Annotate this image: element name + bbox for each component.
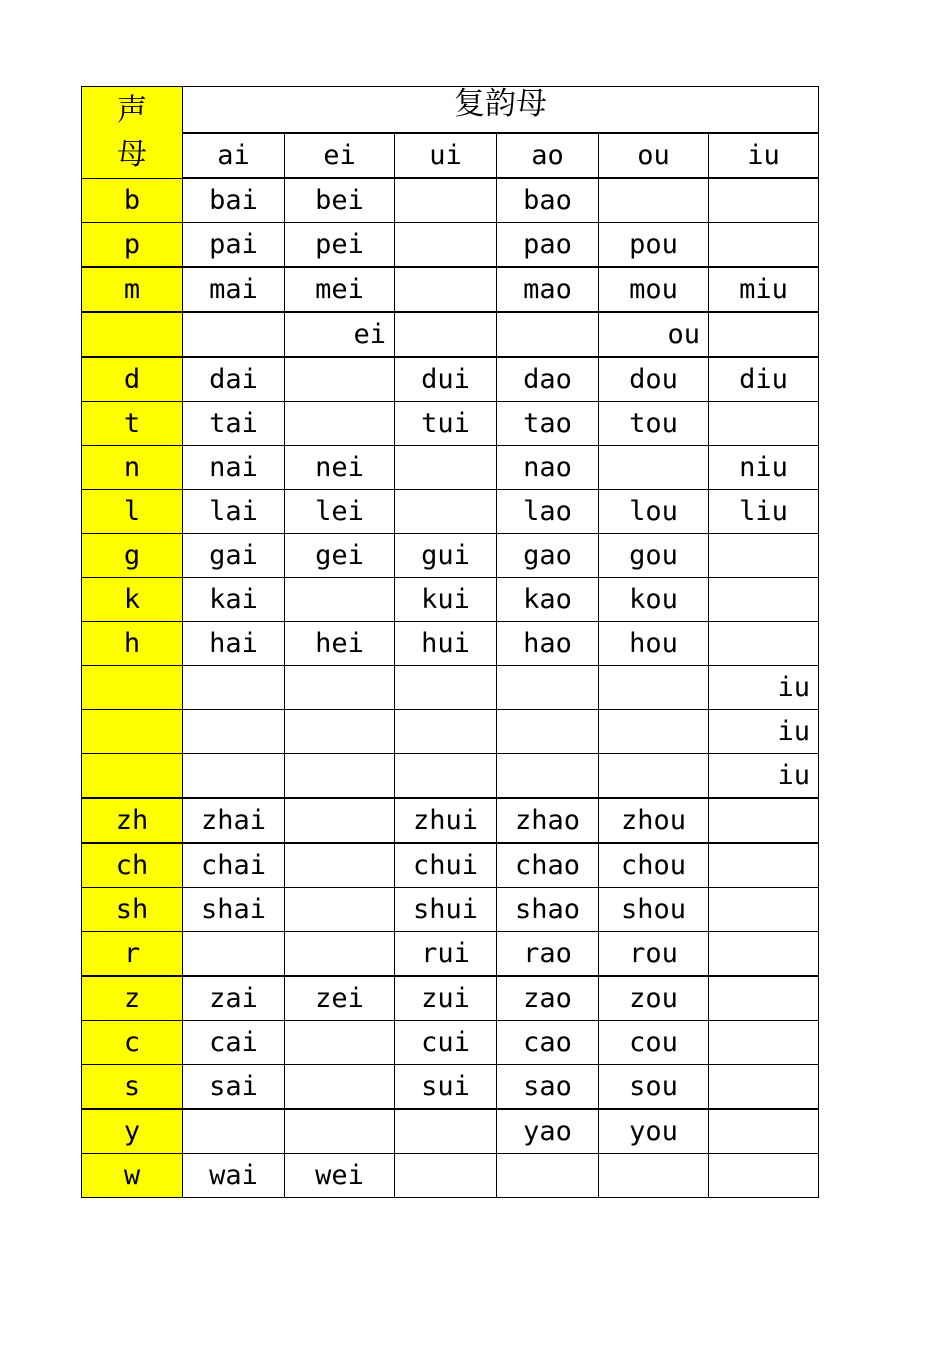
syllable-cell bbox=[709, 843, 819, 888]
syllable-cell bbox=[395, 666, 497, 710]
syllable-cell: rou bbox=[599, 932, 709, 977]
initial-cell: d bbox=[82, 357, 183, 402]
syllable-cell bbox=[709, 1065, 819, 1110]
syllable-cell bbox=[285, 1065, 395, 1110]
syllable-cell bbox=[395, 446, 497, 490]
syllable-cell bbox=[497, 1154, 599, 1198]
syllable-cell bbox=[183, 754, 285, 799]
syllable-cell bbox=[709, 976, 819, 1021]
syllable-cell: zhao bbox=[497, 798, 599, 843]
syllable-cell: sao bbox=[497, 1065, 599, 1110]
initial-cell: l bbox=[82, 490, 183, 534]
syllable-cell bbox=[709, 312, 819, 357]
syllable-cell: zui bbox=[395, 976, 497, 1021]
syllable-cell: tao bbox=[497, 402, 599, 446]
group-header-compound-finals: 复韵母 bbox=[183, 87, 819, 134]
syllable-cell: rui bbox=[395, 932, 497, 977]
table-row bbox=[82, 754, 819, 799]
corner-header-line-1: 声 bbox=[117, 93, 147, 128]
syllable-cell: chao bbox=[497, 843, 599, 888]
syllable-cell: you bbox=[599, 1109, 709, 1154]
syllable-cell bbox=[183, 312, 285, 357]
table-row bbox=[82, 976, 819, 1021]
syllable-cell bbox=[285, 666, 395, 710]
initial-cell: n bbox=[82, 446, 183, 490]
syllable-cell bbox=[395, 1154, 497, 1198]
syllable-cell: pei bbox=[285, 223, 395, 268]
final-header-ui: ui bbox=[395, 133, 497, 178]
syllable-cell bbox=[497, 754, 599, 799]
syllable-cell: nao bbox=[497, 446, 599, 490]
initial-cell: h bbox=[82, 622, 183, 666]
syllable-cell: ou bbox=[599, 312, 709, 357]
table-row bbox=[82, 446, 819, 490]
table-row bbox=[82, 223, 819, 268]
table-row bbox=[82, 622, 819, 666]
final-header-ei: ei bbox=[285, 133, 395, 178]
table-row bbox=[82, 178, 819, 223]
syllable-cell: nei bbox=[285, 446, 395, 490]
syllable-cell: rao bbox=[497, 932, 599, 977]
syllable-cell bbox=[497, 312, 599, 357]
syllable-cell bbox=[285, 888, 395, 932]
syllable-cell: mou bbox=[599, 267, 709, 312]
syllable-cell: cao bbox=[497, 1021, 599, 1065]
syllable-cell bbox=[395, 223, 497, 268]
syllable-cell bbox=[183, 932, 285, 977]
syllable-cell: mao bbox=[497, 267, 599, 312]
syllable-cell bbox=[285, 1021, 395, 1065]
header-row-1 bbox=[82, 87, 819, 134]
syllable-cell: mei bbox=[285, 267, 395, 312]
syllable-cell: niu bbox=[709, 446, 819, 490]
syllable-cell: kou bbox=[599, 578, 709, 622]
table-body bbox=[82, 87, 819, 1198]
table-row bbox=[82, 710, 819, 754]
syllable-cell: tai bbox=[183, 402, 285, 446]
table-row bbox=[82, 578, 819, 622]
syllable-cell bbox=[599, 446, 709, 490]
syllable-cell bbox=[709, 1021, 819, 1065]
corner-header-initials bbox=[82, 87, 183, 179]
syllable-cell: dao bbox=[497, 357, 599, 402]
initial-cell: m bbox=[82, 267, 183, 312]
syllable-cell: zhou bbox=[599, 798, 709, 843]
syllable-cell bbox=[709, 798, 819, 843]
syllable-cell: shao bbox=[497, 888, 599, 932]
syllable-cell: nai bbox=[183, 446, 285, 490]
syllable-cell bbox=[183, 1109, 285, 1154]
syllable-cell bbox=[709, 622, 819, 666]
syllable-cell: zao bbox=[497, 976, 599, 1021]
initial-cell: p bbox=[82, 223, 183, 268]
syllable-cell bbox=[599, 754, 709, 799]
syllable-cell bbox=[285, 843, 395, 888]
syllable-cell bbox=[395, 178, 497, 223]
syllable-cell: bei bbox=[285, 178, 395, 223]
syllable-cell: sai bbox=[183, 1065, 285, 1110]
syllable-cell bbox=[497, 710, 599, 754]
syllable-cell: sou bbox=[599, 1065, 709, 1110]
syllable-cell bbox=[599, 710, 709, 754]
syllable-cell: pao bbox=[497, 223, 599, 268]
syllable-cell: hao bbox=[497, 622, 599, 666]
syllable-cell: gou bbox=[599, 534, 709, 578]
syllable-cell: chui bbox=[395, 843, 497, 888]
syllable-cell: tou bbox=[599, 402, 709, 446]
syllable-cell: ei bbox=[285, 312, 395, 357]
table-row bbox=[82, 888, 819, 932]
pinyin-compound-finals-table bbox=[81, 86, 819, 1198]
syllable-cell: zhai bbox=[183, 798, 285, 843]
syllable-cell: lou bbox=[599, 490, 709, 534]
syllable-cell bbox=[285, 357, 395, 402]
syllable-cell: chai bbox=[183, 843, 285, 888]
syllable-cell bbox=[709, 223, 819, 268]
syllable-cell bbox=[285, 578, 395, 622]
syllable-cell bbox=[183, 710, 285, 754]
syllable-cell: hou bbox=[599, 622, 709, 666]
table-row bbox=[82, 1065, 819, 1110]
syllable-cell: wei bbox=[285, 1154, 395, 1198]
syllable-cell bbox=[285, 1109, 395, 1154]
initial-cell bbox=[82, 666, 183, 710]
syllable-cell: pou bbox=[599, 223, 709, 268]
syllable-cell bbox=[599, 666, 709, 710]
syllable-cell bbox=[395, 710, 497, 754]
syllable-cell bbox=[395, 1109, 497, 1154]
syllable-cell: zou bbox=[599, 976, 709, 1021]
syllable-cell: kai bbox=[183, 578, 285, 622]
syllable-cell: mai bbox=[183, 267, 285, 312]
table-row bbox=[82, 312, 819, 357]
initial-cell: c bbox=[82, 1021, 183, 1065]
syllable-cell bbox=[497, 666, 599, 710]
syllable-cell bbox=[709, 1154, 819, 1198]
syllable-cell: lei bbox=[285, 490, 395, 534]
initial-cell: s bbox=[82, 1065, 183, 1110]
initial-cell: t bbox=[82, 402, 183, 446]
syllable-cell: shai bbox=[183, 888, 285, 932]
syllable-cell bbox=[709, 178, 819, 223]
syllable-cell: pai bbox=[183, 223, 285, 268]
table-row bbox=[82, 267, 819, 312]
syllable-cell: bai bbox=[183, 178, 285, 223]
syllable-cell bbox=[395, 754, 497, 799]
syllable-cell bbox=[709, 578, 819, 622]
initial-cell: zh bbox=[82, 798, 183, 843]
syllable-cell: wai bbox=[183, 1154, 285, 1198]
syllable-cell: zai bbox=[183, 976, 285, 1021]
syllable-cell: tui bbox=[395, 402, 497, 446]
syllable-cell: sui bbox=[395, 1065, 497, 1110]
initial-cell bbox=[82, 710, 183, 754]
initial-cell: w bbox=[82, 1154, 183, 1198]
syllable-cell: liu bbox=[709, 490, 819, 534]
initial-cell: b bbox=[82, 178, 183, 223]
syllable-cell: dou bbox=[599, 357, 709, 402]
syllable-cell: hai bbox=[183, 622, 285, 666]
syllable-cell bbox=[709, 1109, 819, 1154]
syllable-cell: kui bbox=[395, 578, 497, 622]
syllable-cell: gui bbox=[395, 534, 497, 578]
initial-cell: r bbox=[82, 932, 183, 977]
table-row bbox=[82, 402, 819, 446]
table-row bbox=[82, 490, 819, 534]
syllable-cell: dai bbox=[183, 357, 285, 402]
syllable-cell bbox=[183, 666, 285, 710]
syllable-cell: gei bbox=[285, 534, 395, 578]
syllable-cell: lao bbox=[497, 490, 599, 534]
syllable-cell bbox=[709, 932, 819, 977]
initial-cell bbox=[82, 312, 183, 357]
syllable-cell bbox=[599, 1154, 709, 1198]
syllable-cell: cui bbox=[395, 1021, 497, 1065]
syllable-cell: yao bbox=[497, 1109, 599, 1154]
initial-cell: sh bbox=[82, 888, 183, 932]
syllable-cell bbox=[395, 267, 497, 312]
syllable-cell bbox=[395, 312, 497, 357]
initial-cell: ch bbox=[82, 843, 183, 888]
syllable-cell bbox=[285, 754, 395, 799]
table-row bbox=[82, 843, 819, 888]
header-row-finals bbox=[82, 133, 819, 178]
syllable-cell: shou bbox=[599, 888, 709, 932]
table-row bbox=[82, 357, 819, 402]
initial-cell: k bbox=[82, 578, 183, 622]
table-row bbox=[82, 666, 819, 710]
syllable-cell: shui bbox=[395, 888, 497, 932]
final-header-iu: iu bbox=[709, 133, 819, 178]
syllable-cell: gao bbox=[497, 534, 599, 578]
syllable-cell bbox=[285, 710, 395, 754]
syllable-cell bbox=[709, 534, 819, 578]
syllable-cell: miu bbox=[709, 267, 819, 312]
table-row bbox=[82, 798, 819, 843]
syllable-cell bbox=[709, 402, 819, 446]
syllable-cell: iu bbox=[709, 666, 819, 710]
initial-cell: z bbox=[82, 976, 183, 1021]
syllable-cell: cai bbox=[183, 1021, 285, 1065]
syllable-cell: diu bbox=[709, 357, 819, 402]
syllable-cell: lai bbox=[183, 490, 285, 534]
syllable-cell: zhui bbox=[395, 798, 497, 843]
final-header-ao: ao bbox=[497, 133, 599, 178]
table-row bbox=[82, 932, 819, 977]
syllable-cell: hui bbox=[395, 622, 497, 666]
syllable-cell: iu bbox=[709, 710, 819, 754]
syllable-cell bbox=[285, 798, 395, 843]
table-row bbox=[82, 1154, 819, 1198]
table-row bbox=[82, 1021, 819, 1065]
syllable-cell: bao bbox=[497, 178, 599, 223]
syllable-cell: hei bbox=[285, 622, 395, 666]
syllable-cell: iu bbox=[709, 754, 819, 799]
syllable-cell: gai bbox=[183, 534, 285, 578]
initial-cell: y bbox=[82, 1109, 183, 1154]
syllable-cell: kao bbox=[497, 578, 599, 622]
corner-header-line-2: 母 bbox=[117, 136, 147, 172]
table-row bbox=[82, 534, 819, 578]
syllable-cell bbox=[395, 490, 497, 534]
final-header-ou: ou bbox=[599, 133, 709, 178]
initial-cell: g bbox=[82, 534, 183, 578]
syllable-cell bbox=[599, 178, 709, 223]
syllable-cell: zei bbox=[285, 976, 395, 1021]
table-row bbox=[82, 1109, 819, 1154]
syllable-cell: chou bbox=[599, 843, 709, 888]
syllable-cell bbox=[709, 888, 819, 932]
syllable-cell: cou bbox=[599, 1021, 709, 1065]
syllable-cell: dui bbox=[395, 357, 497, 402]
initial-cell bbox=[82, 754, 183, 799]
final-header-ai: ai bbox=[183, 133, 285, 178]
syllable-cell bbox=[285, 402, 395, 446]
syllable-cell bbox=[285, 932, 395, 977]
